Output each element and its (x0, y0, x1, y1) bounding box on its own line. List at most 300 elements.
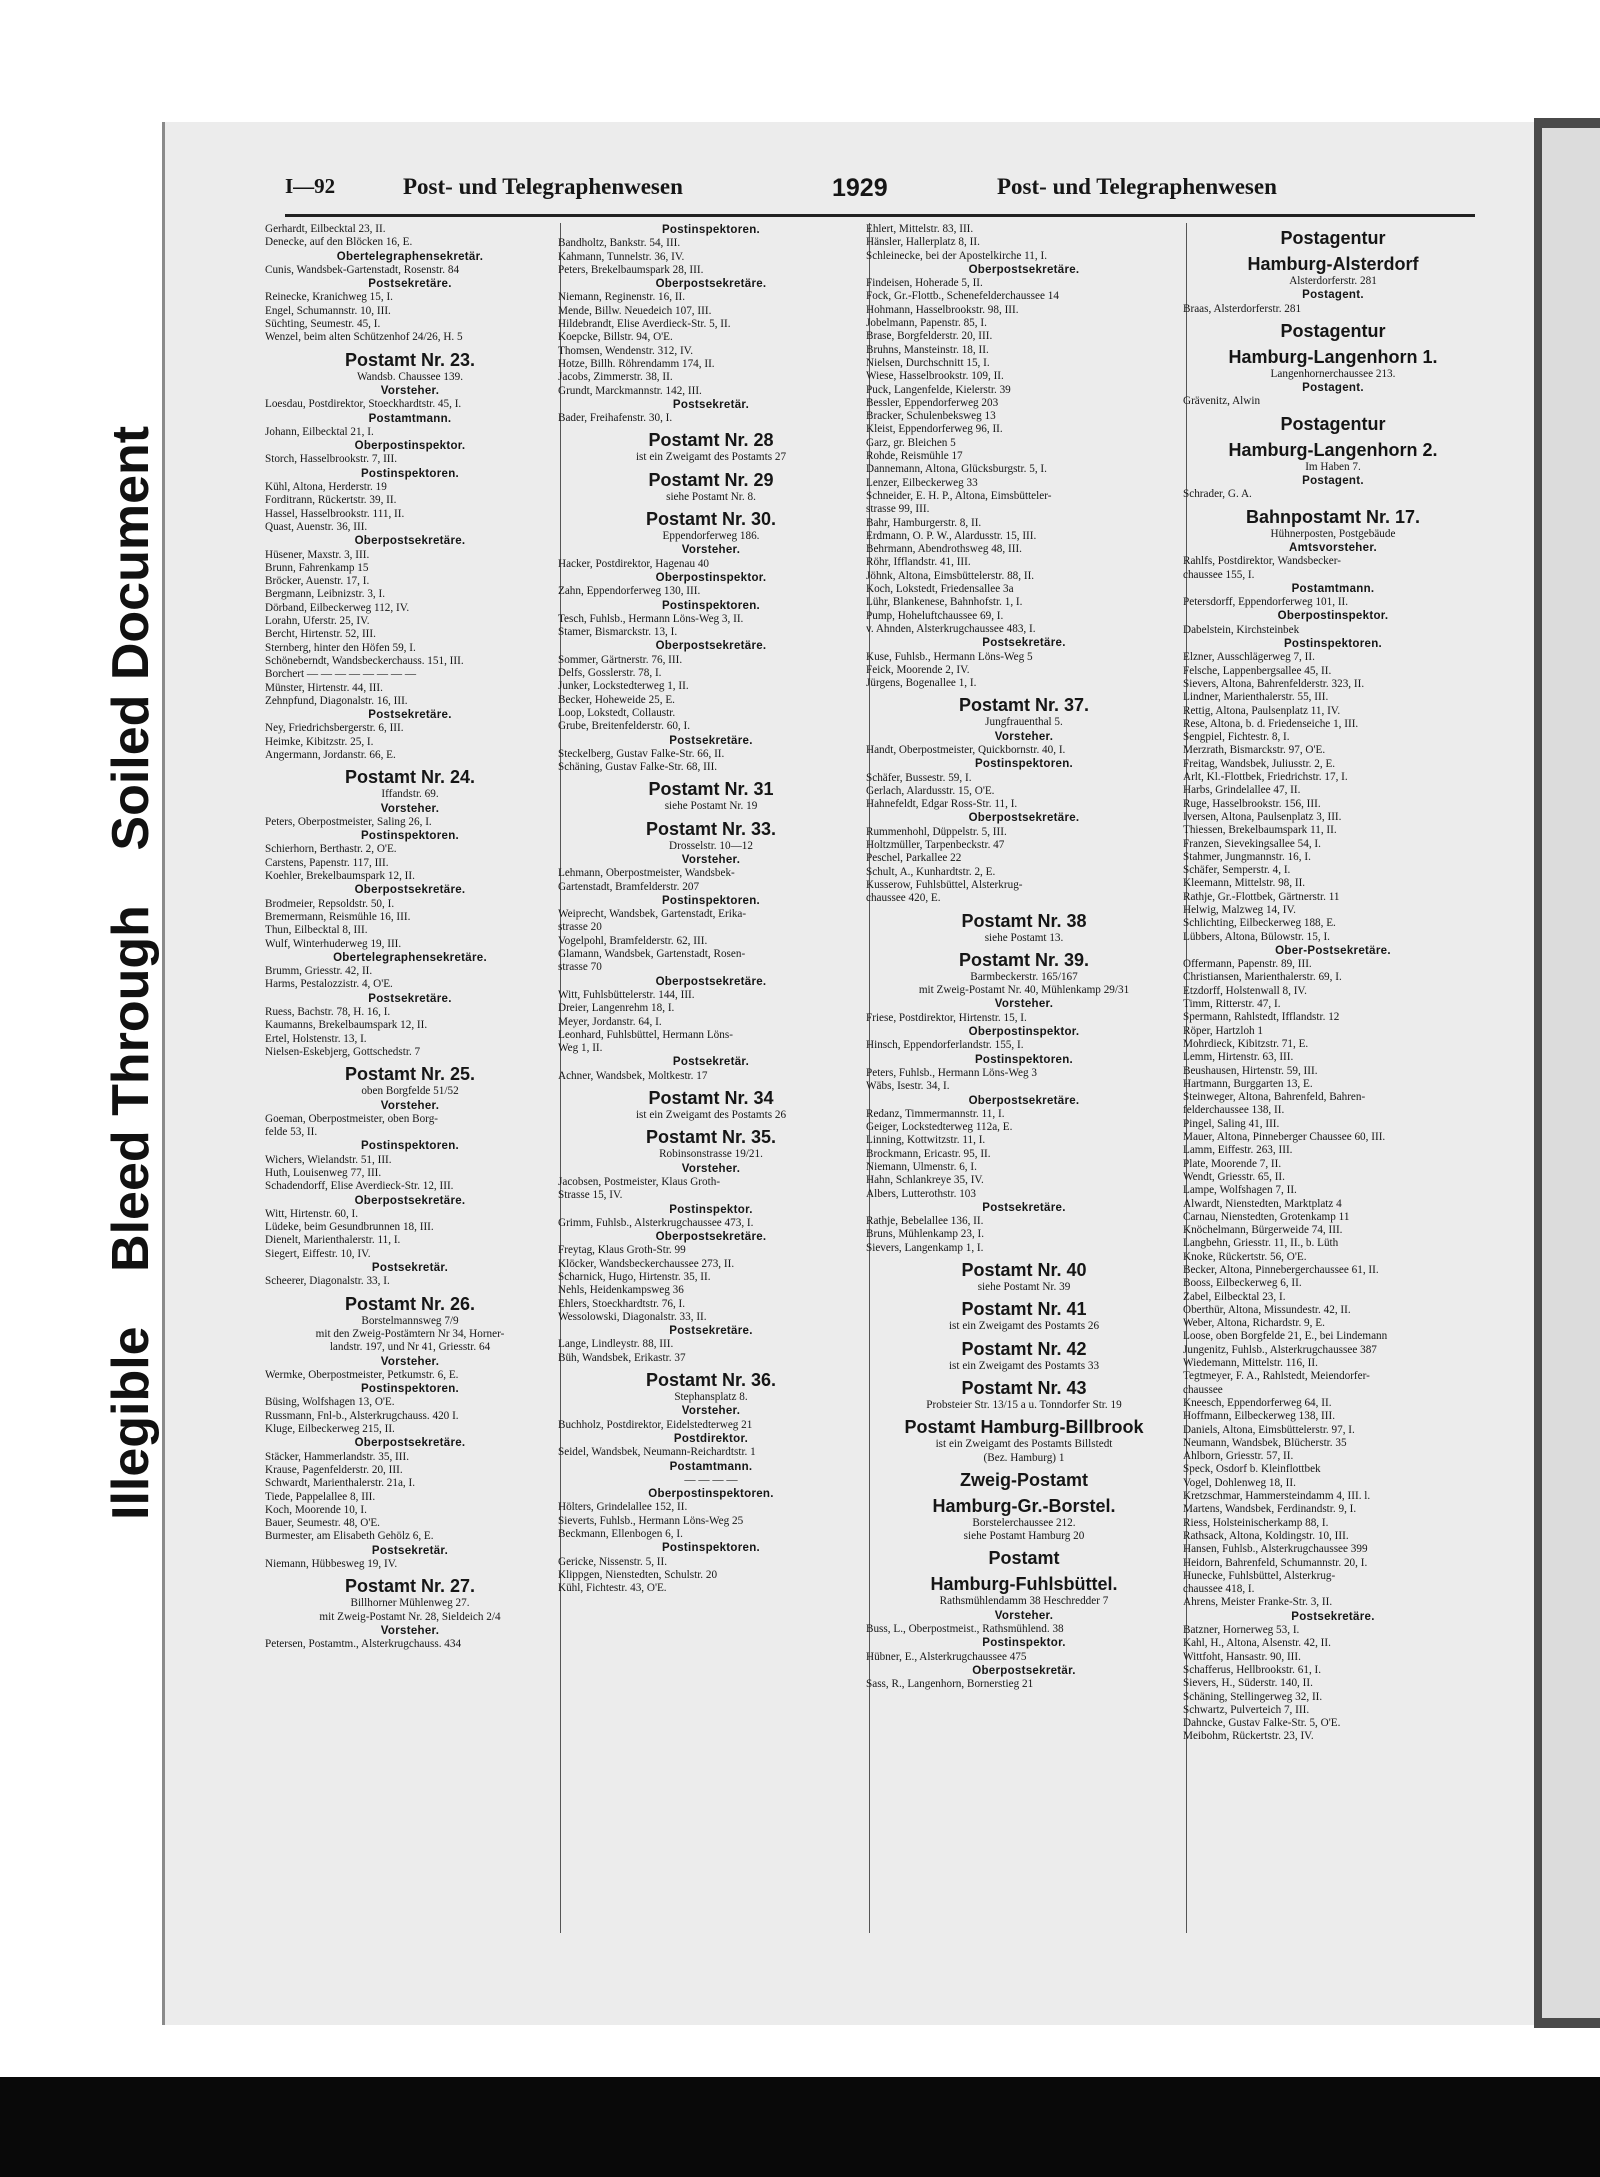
directory-entry: Spermann, Rahlstedt, Ifflandstr. 12 (1183, 1011, 1340, 1024)
header-year: 1929 (832, 174, 888, 202)
directory-entry: Stamer, Bismarckstr. 13, I. (558, 626, 678, 639)
directory-entry: Becker, Hoheweide 25, E. (558, 693, 675, 706)
directory-entry: Kuse, Fuhlsb., Hermann Löns-Weg 5 (866, 650, 1033, 663)
office-address: ist ein Zweigamt des Postamts 27 (635, 451, 787, 464)
directory-entry: Rese, Altona, b. d. Friedenseiche 1, III. (1183, 717, 1359, 730)
office-address: siehe Postamt Hamburg 20 (963, 1530, 1085, 1543)
directory-entry: Langbehn, Griesstr. 11, II., b. Lüth (1183, 1237, 1339, 1250)
column-4 (1183, 223, 1483, 1744)
directory-entry: Borchert — — — — — — — — (265, 668, 417, 681)
section-title: Vorsteher. (681, 853, 741, 866)
office-heading: Postamt Nr. 36. (645, 1370, 777, 1391)
section-title: Oberpostsekretäre. (655, 278, 767, 291)
directory-entry: Lübbers, Altona, Bülowstr. 15, I. (1183, 930, 1330, 943)
directory-entry: Bessler, Eppendorferweg 203 (866, 396, 999, 409)
office-address: Alsterdorferstr. 281 (1289, 275, 1377, 287)
section-title: Postagent. (1302, 382, 1364, 395)
section-title: Postinspektoren. (360, 1383, 460, 1396)
directory-entry: Hübner, E., Alsterkrugchaussee 475 (866, 1650, 1027, 1663)
directory-entry: Becker, Altona, Pinnebergerchaussee 61, II. (1183, 1264, 1379, 1276)
directory-entry: felde 53, II. (265, 1126, 318, 1139)
section-title: Postsekretäre. (368, 709, 452, 722)
directory-entry: Sternberg, hinter den Höfen 59, I. (265, 641, 416, 654)
directory-entry: Beushausen, Hirtenstr. 59, III. (1183, 1064, 1318, 1077)
office-heading: Postamt Hamburg-Billbrook (904, 1417, 1144, 1438)
directory-entry: Niemann, Hübbesweg 19, IV. (265, 1558, 398, 1571)
directory-entry: Christiansen, Marienthalerstr. 69, I. (1183, 971, 1342, 984)
directory-entry: Ney, Friedrichsbergerstr. 6, III. (265, 722, 404, 735)
section-title: Oberpostsekretäre. (968, 812, 1080, 825)
directory-entry: Schäfer, Bussestr. 59, I. (866, 771, 972, 784)
column-1 (265, 223, 555, 1652)
directory-entry: Mohrdieck, Kibitzstr. 71, E. (1183, 1037, 1309, 1050)
directory-entry: Handt, Oberpostmeister, Quickbornstr. 40, I. (866, 743, 1066, 756)
directory-entry: Dörband, Eilbeckerweg 112, IV. (265, 601, 410, 614)
section-title: Oberpostinspektor. (968, 1026, 1080, 1039)
office-address: oben Borgfelde 51/52 (361, 1085, 459, 1098)
directory-entry: Sieverts, Fuhlsb., Hermann Löns-Weg 25 (558, 1514, 744, 1527)
section-title: Vorsteher. (681, 1162, 741, 1175)
section-title: Oberpostsekretäre. (655, 975, 767, 988)
directory-entry: Wiedemann, Mittelstr. 116, II. (1183, 1357, 1318, 1370)
directory-entry: Büh, Wandsbek, Erikastr. 37 (558, 1351, 686, 1364)
directory-entry: Bracker, Schulenbeksweg 13 (866, 410, 996, 423)
section-title: Postinspektoren. (360, 1140, 460, 1153)
office-address: Probsteier Str. 13/15 a u. Tonndorfer Str. 19 (926, 1398, 1122, 1411)
directory-entry: Achner, Wandsbek, Moltkestr. 17 (558, 1069, 708, 1082)
directory-entry: Schwartz, Pulverteich 7, III. (1183, 1703, 1310, 1716)
directory-entry: Delfs, Gosslerstr. 78, I. (558, 667, 662, 680)
section-title: Postinspektoren. (974, 758, 1074, 771)
header-right-title: Post- und Telegraphenwesen (997, 174, 1277, 199)
directory-entry: Vogelpohl, Bramfelderstr. 62, III. (558, 934, 708, 947)
directory-entry: Schierhorn, Berthastr. 2, O'E. (265, 843, 397, 856)
office-heading: Hamburg-Fuhlsbüttel. (930, 1574, 1118, 1595)
directory-entry: Harms, Pestalozzistr. 4, O'E. (265, 978, 393, 991)
section-title: Vorsteher. (380, 384, 440, 397)
directory-entry: Bandholtz, Bankstr. 54, III. (558, 237, 681, 250)
directory-entry: Sass, R., Langenhorn, Bornerstieg 21 (866, 1678, 1034, 1691)
section-title: Oberpostinspektor. (655, 571, 767, 584)
directory-entry: Schult, A., Kunhardtstr. 2, E. (866, 865, 996, 878)
section-title: Vorsteher. (380, 802, 440, 815)
directory-entry: Krause, Pagenfelderstr. 20, III. (265, 1463, 403, 1476)
directory-entry: Elzner, Ausschlägerweg 7, II. (1183, 651, 1315, 664)
directory-entry: Peters, Fuhlsb., Hermann Löns-Weg 3 (866, 1066, 1037, 1079)
section-title: Vorsteher. (380, 1355, 440, 1368)
directory-entry: Goeman, Oberpostmeister, oben Borg- (265, 1112, 439, 1125)
office-heading: Hamburg-Langenhorn 1. (1228, 346, 1438, 367)
directory-entry: Brockmann, Ericastr. 95, II. (866, 1147, 991, 1160)
directory-entry: Zahn, Eppendorferweg 130, III. (558, 585, 701, 598)
directory-entry: Schlichting, Eilbeckerweg 188, E. (1183, 917, 1336, 930)
directory-entry: Hahn, Schlankreye 35, IV. (866, 1174, 984, 1187)
office-heading: Postamt Nr. 25. (344, 1064, 476, 1085)
office-address: Eppendorferweg 186. (662, 530, 760, 543)
directory-entry: Niemann, Ulmenstr. 6, I. (866, 1161, 977, 1173)
directory-entry: Nehls, Heidenkampsweg 36 (558, 1284, 684, 1297)
office-address: Jungfrauenthal 5. (985, 716, 1063, 729)
directory-entry: Albers, Lutterothstr. 103 (866, 1187, 976, 1200)
directory-entry: Batzner, Hornerweg 53, I. (1183, 1624, 1300, 1637)
directory-entry: Lühr, Blankenese, Bahnhofstr. 1, I. (866, 596, 1023, 609)
directory-entry: Junker, Lockstedterweg 1, II. (558, 680, 689, 693)
section-title: Oberpostsekretär. (972, 1664, 1076, 1677)
office-heading: Hamburg-Langenhorn 2. (1228, 439, 1438, 460)
section-title: Oberpostsekretäre. (968, 263, 1080, 276)
office-address: Drosselstr. 10—12 (669, 839, 753, 852)
directory-entry: Brumm, Griesstr. 42, II. (265, 965, 373, 978)
directory-entry: Speck, Osdorf b. Kleinflottbek (1183, 1463, 1321, 1476)
directory-entry: Kretzschmar, Hammersteindamm 4, III. l. (1183, 1490, 1371, 1503)
section-title: Vorsteher. (681, 1405, 741, 1418)
directory-entry: Münster, Hirtenstr. 44, III. (265, 681, 383, 694)
directory-entry: Peters, Oberpostmeister, Saling 26, I. (265, 815, 432, 828)
directory-entry: Meibohm, Rückertstr. 23, IV. (1183, 1730, 1314, 1743)
directory-entry: Hotze, Billh. Röhrendamm 174, II. (558, 357, 715, 370)
directory-entry: Jacobs, Zimmerstr. 38, II. (558, 371, 673, 384)
directory-entry: Wäbs, Isestr. 34, I. (866, 1080, 950, 1093)
directory-entry: Storch, Hasselbrookstr. 7, III. (265, 453, 398, 466)
directory-entry: Schäning, Gustav Falke-Str. 68, III. (558, 761, 718, 774)
directory-entry: Bergmann, Leibnizstr. 3, I. (265, 588, 386, 601)
directory-entry: Brodmeier, Repsoldstr. 50, I. (265, 897, 395, 910)
section-title: Postinspektoren. (360, 830, 460, 843)
directory-entry: Stäcker, Hammerlandstr. 35, III. (265, 1450, 410, 1463)
office-address: Hühnerposten, Postgebäude (1270, 527, 1396, 540)
directory-entry: Offermann, Papenstr. 89, III. (1183, 958, 1312, 971)
office-address: Barmbeckerstr. 165/167 (970, 970, 1078, 983)
directory-entry: Peters, Brekelbaumspark 28, III. (558, 263, 704, 276)
directory-entry: Schwardt, Marienthalerstr. 21a, I. (265, 1477, 416, 1490)
office-address: siehe Postamt 13. (984, 931, 1064, 944)
directory-entry: Süchting, Seumestr. 45, I. (265, 318, 381, 331)
directory-entry: Gerlach, Alardusstr. 15, O'E. (866, 784, 995, 797)
directory-entry: Franzen, Sievekingsallee 54, I. (1183, 837, 1321, 850)
section-title: Vorsteher. (380, 1624, 440, 1637)
section-title: Postdirektor. (673, 1432, 749, 1445)
section-title: Postsekretär. (371, 1544, 449, 1557)
directory-entry: Zabel, Eilbecktal 23, I. (1183, 1290, 1286, 1303)
directory-entry: Buchholz, Postdirektor, Eidelstedterweg 21 (558, 1418, 753, 1431)
directory-entry: Klöcker, Wandsbeckerchaussee 273, II. (558, 1257, 735, 1270)
directory-entry: Meyer, Jordanstr. 64, I. (558, 1015, 662, 1028)
office-address: Billhorner Mühlenweg 27. (350, 1597, 470, 1610)
directory-entry: Schafferus, Hellbrookstr. 61, I. (1183, 1663, 1322, 1676)
section-title: Postsekretäre. (669, 734, 753, 747)
office-address: Im Haben 7. (1305, 460, 1361, 473)
directory-entry: Loesdau, Postdirektor, Stoeckhardtstr. 45, I. (265, 398, 462, 411)
banner-bleed-through: Bleed Through (102, 905, 160, 1272)
directory-entry: Kluge, Eilbeckerweg 215, II. (265, 1423, 395, 1436)
directory-entry: Timm, Ritterstr. 47, I. (1183, 998, 1281, 1011)
directory-entry: Mende, Billw. Neuedeich 107, III. (558, 304, 712, 317)
directory-entry: Johann, Eilbecktal 21, I. (265, 425, 374, 438)
section-title: Postsekretär. (672, 398, 750, 411)
directory-entry: Gartenstadt, Bramfelderstr. 207 (558, 880, 700, 893)
section-title: Postinspektoren. (661, 1542, 761, 1555)
directory-entry: Feick, Moorende 2, IV. (866, 663, 970, 676)
directory-entry: Nielsen-Eskebjerg, Gottschedstr. 7 (265, 1045, 421, 1058)
section-title: Vorsteher. (994, 1609, 1054, 1622)
section-title: Oberpostsekretäre. (354, 535, 466, 548)
directory-entry: Büsing, Wolfshagen 13, O'E. (265, 1396, 395, 1409)
directory-entry: Engel, Schumannstr. 10, III. (265, 304, 391, 317)
directory-entry: Strasse 15, IV. (558, 1189, 623, 1202)
directory-entry: Witt, Fuhlsbüttelerstr. 144, III. (558, 988, 695, 1001)
directory-entry: Niemann, Reginenstr. 16, II. (558, 291, 686, 304)
banner-soiled-document: Soiled Document (102, 425, 160, 851)
directory-entry: Beckmann, Ellenbogen 6, I. (558, 1528, 683, 1541)
directory-entry: Quast, Auenstr. 36, III. (265, 520, 368, 533)
directory-entry: Friese, Postdirektor, Hirtenstr. 15, I. (866, 1011, 1027, 1024)
directory-entry: Hoffmann, Eilbeckerweg 138, III. (1183, 1410, 1336, 1423)
directory-entry: Hunecke, Fuhlsbüttel, Alsterkrug- (1183, 1569, 1336, 1582)
section-title: Postinspektoren. (360, 467, 460, 480)
header-rule (285, 214, 1475, 217)
section-title: Vorsteher. (380, 1099, 440, 1112)
directory-entry: Röhr, Ifflandstr. 41, III. (866, 556, 971, 569)
directory-entry: Angermann, Jordanstr. 66, E. (265, 748, 396, 761)
section-title: Obertelegraphensekretär. (336, 250, 484, 263)
directory-entry: Wulf, Winterhuderweg 19, III. (265, 937, 402, 950)
directory-entry: Koch, Lokstedt, Friedensallee 3a (866, 583, 1014, 596)
office-heading: Hamburg-Alsterdorf (1247, 254, 1419, 274)
office-heading: Postamt Nr. 35. (645, 1127, 777, 1148)
directory-entry: Lindner, Marienthalerstr. 55, III. (1183, 691, 1329, 704)
office-heading: Postamt Nr. 26. (344, 1293, 476, 1314)
directory-entry: Steckelberg, Gustav Falke-Str. 66, II. (558, 747, 725, 760)
directory-entry: Pingel, Saling 41, III. (1183, 1117, 1280, 1130)
directory-entry: Brunn, Fahrenkamp 15 (265, 561, 369, 574)
directory-entry: Lampe, Wolfshagen 7, II. (1183, 1184, 1297, 1197)
directory-entry: Martens, Wandsbek, Ferdinandstr. 9, I. (1183, 1503, 1357, 1516)
directory-entry: Harbs, Grindelallee 47, II. (1183, 784, 1301, 797)
office-heading: Postagentur (1280, 320, 1386, 341)
directory-entry: Hahnefeldt, Edgar Ross-Str. 11, I. (866, 798, 1018, 811)
directory-entry: Koehler, Brekelbaumspark 12, II. (265, 870, 415, 883)
office-heading: Postagentur (1280, 228, 1386, 248)
office-heading: Postamt Nr. 29 (648, 469, 774, 490)
directory-page (162, 122, 1537, 2025)
directory-entry: Denecke, auf den Blöcken 16, E. (265, 236, 413, 249)
directory-entry: Holtzmüller, Tarpenbeckstr. 47 (866, 839, 1005, 852)
directory-entry: Puck, Langenfelde, Kielerstr. 39 (866, 383, 1011, 396)
office-heading: Postamt Nr. 42 (961, 1338, 1087, 1359)
directory-entry: Hölters, Grindelallee 152, II. (558, 1501, 688, 1514)
directory-entry: Riess, Holsteinischerkamp 88, I. (1183, 1516, 1329, 1529)
scan-quality-banner (68, 200, 168, 1520)
section-title: Vorsteher. (681, 544, 741, 557)
directory-entry: Kühl, Fichtestr. 43, O'E. (558, 1582, 667, 1595)
directory-entry: Bauer, Seumestr. 48, O'E. (265, 1517, 380, 1530)
directory-entry: Lamm, Eiffestr. 263, III. (1183, 1144, 1293, 1157)
directory-entry: Felsche, Lappenbergsallee 45, II. (1183, 664, 1332, 677)
directory-entry: Kleist, Eppendorferweg 96, II. (866, 423, 1003, 436)
directory-entry: Tesch, Fuhlsb., Hermann Löns-Weg 3, II. (558, 612, 744, 625)
directory-entry: Hüsener, Maxstr. 3, III. (265, 548, 370, 561)
directory-entry: Siegert, Eiffestr. 10, IV. (265, 1247, 371, 1260)
directory-entry: Gerhardt, Eilbecktal 23, II. (265, 223, 386, 235)
directory-entry: Ahrens, Meister Franke-Str. 3, II. (1183, 1596, 1333, 1609)
office-address: landstr. 197, und Nr 41, Griesstr. 64 (329, 1341, 491, 1354)
directory-entry: Booss, Eilbeckerweg 6, II. (1183, 1277, 1302, 1290)
section-title: Postamtmann. (1291, 582, 1375, 595)
directory-entry: Lange, Lindleystr. 88, III. (558, 1338, 674, 1351)
directory-entry: Nielsen, Durchschnitt 15, I. (866, 356, 990, 369)
directory-entry: Peschel, Parkallee 22 (866, 852, 962, 865)
office-heading: Postamt Nr. 41 (961, 1299, 1087, 1320)
directory-entry: Bercht, Hirtenstr. 52, III. (265, 628, 376, 641)
office-heading: Postamt Nr. 30. (645, 509, 777, 530)
directory-entry: Knoke, Rückertstr. 56, O'E. (1183, 1250, 1307, 1263)
office-heading: Postamt Nr. 39. (958, 949, 1090, 970)
office-heading: Postamt Nr. 38 (961, 910, 1087, 931)
directory-entry: Petersdorff, Eppendorferweg 101, II. (1183, 596, 1349, 609)
office-heading: Postamt (988, 1548, 1060, 1569)
directory-entry: Bremermann, Reismühle 16, III. (265, 910, 411, 923)
directory-entry: Schöneberndt, Wandsbeckerchauss. 151, III. (265, 654, 464, 667)
office-address: Borstelmannsweg 7/9 (361, 1314, 459, 1327)
directory-entry: Fock, Gr.-Flottb., Schenefelderchaussee 14 (866, 290, 1059, 303)
directory-entry: Brase, Borgfelderstr. 20, III. (866, 330, 993, 343)
directory-entry: Bruns, Mühlenkamp 23, I. (866, 1228, 985, 1241)
section-title: Postsekretäre. (1291, 1610, 1375, 1623)
section-title: Postsekretäre. (982, 1201, 1066, 1214)
section-title: Vorsteher. (994, 998, 1054, 1011)
directory-entry: Hildebrandt, Elise Averdieck-Str. 5, II. (558, 318, 731, 331)
office-address: (Bez. Hamburg) 1 (983, 1451, 1065, 1464)
directory-entry: Kusserow, Fuhlsbüttel, Alsterkrug- (866, 878, 1023, 891)
directory-entry: Grundt, Marckmannstr. 142, III. (558, 384, 702, 397)
office-address: Rathsmühlendamm 38 Heschredder 7 (939, 1595, 1109, 1608)
directory-entry: Loop, Lokstedt, Collaustr. (558, 706, 676, 719)
directory-entry: Klippgen, Nienstedten, Schulstr. 20 (558, 1568, 718, 1581)
office-heading: Zweig-Postamt (959, 1469, 1088, 1490)
directory-entry: Hänsler, Hallerplatz 8, II. (866, 236, 980, 249)
office-heading: Postamt Nr. 33. (645, 818, 777, 839)
office-address: Borstelerchaussee 212. (972, 1516, 1076, 1529)
section-title: Postinspektoren. (974, 1053, 1074, 1066)
directory-entry: Sievers, Langenkamp 1, I. (866, 1241, 984, 1254)
directory-entry: Alwardt, Nienstedten, Marktplatz 4 (1183, 1197, 1342, 1210)
directory-entry: Kneesch, Eppendorferweg 64, II. (1183, 1396, 1332, 1409)
column-2 (558, 223, 864, 1596)
directory-entry: Hansen, Fuhlsb., Alsterkrugchaussee 399 (1183, 1543, 1368, 1556)
directory-entry: Ehlert, Mittelstr. 83, III. (866, 223, 974, 235)
section-title: Postsekretär. (371, 1262, 449, 1275)
directory-entry: Lüdeke, beim Gesundbrunnen 18, III. (265, 1221, 434, 1234)
directory-entry: Sievers, Altona, Bahrenfelderstr. 323, II. (1183, 677, 1365, 690)
directory-entry: Burmester, am Elisabeth Gehölz 6, E. (265, 1530, 434, 1543)
section-title: Postsekretäre. (982, 637, 1066, 650)
directory-entry: Rathsack, Altona, Koldingstr. 10, III. (1183, 1529, 1349, 1542)
directory-entry: Wichers, Wielandstr. 51, III. (265, 1153, 392, 1166)
section-title: Postinspektoren. (1283, 638, 1383, 651)
directory-entry: Rummenhohl, Düppelstr. 5, III. (866, 825, 1007, 838)
office-address: Robinsonstrasse 19/21. (659, 1148, 763, 1161)
directory-entry: Jungenitz, Fuhlsb., Alsterkrugchaussee 387 (1183, 1343, 1377, 1356)
page-number: I—92 (285, 174, 336, 198)
directory-entry: Behrmann, Abendrothsweg 48, III. (866, 543, 1022, 556)
directory-entry: Heimke, Kibitzstr. 25, I. (265, 735, 374, 748)
section-title: Postsekretäre. (669, 1325, 753, 1338)
directory-entry: chaussee 420, E. (866, 892, 941, 905)
directory-entry: Oberthür, Altona, Missundestr. 42, II. (1183, 1303, 1351, 1316)
office-address: siehe Postamt Nr. 8. (666, 490, 756, 503)
directory-entry: Rettig, Altona, Paulsenplatz 11, IV. (1183, 704, 1341, 717)
directory-entry: Wessolowski, Diagonalstr. 33, II. (558, 1310, 707, 1323)
directory-entry: Plate, Moorende 7, II. (1183, 1157, 1282, 1170)
directory-entry: Neumann, Wandsbek, Blücherstr. 35 (1183, 1436, 1347, 1449)
office-heading: Postamt Nr. 24. (344, 767, 476, 788)
page-header (285, 174, 1475, 208)
section-title: Postsekretäre. (368, 278, 452, 291)
directory-entry: Röper, Hartzloh 1 (1183, 1024, 1264, 1037)
office-heading: Postamt Nr. 34 (648, 1088, 774, 1109)
directory-entry: Zehnpfund, Diagonalstr. 16, III. (265, 694, 408, 707)
section-title: Postsekretäre. (368, 992, 452, 1005)
office-heading: Postagentur (1280, 413, 1386, 434)
section-title: Postsekretär. (672, 1056, 750, 1069)
office-heading: Postamt Nr. 28 (648, 430, 774, 451)
section-title: Postinspektoren. (661, 599, 761, 612)
directory-entry: Vogel, Dohlenweg 18, II. (1183, 1476, 1296, 1489)
directory-entry: Knöchelmann, Bürgerweide 74, III. (1183, 1224, 1343, 1237)
directory-entry: Freytag, Klaus Groth-Str. 99 (558, 1244, 686, 1257)
directory-entry: Grimm, Fuhlsb., Alsterkrugchaussee 473, I. (558, 1216, 754, 1229)
directory-entry: Gericke, Nissenstr. 5, II. (558, 1555, 668, 1568)
directory-entry: Erdmann, O. P. W., Alardusstr. 15, III. (866, 529, 1037, 542)
section-title: Oberpostinspektor. (354, 440, 466, 453)
directory-entry: Rathje, Gr.-Flottbek, Gärtnerstr. 11 (1183, 890, 1340, 903)
directory-entry: Ertel, Holstenstr. 13, I. (265, 1032, 367, 1045)
directory-entry: Bader, Freihafenstr. 30, I. (558, 412, 673, 425)
directory-entry: chaussee 155, I. (1183, 568, 1255, 581)
section-title: Postamtmann. (368, 412, 452, 425)
office-heading: Postamt Nr. 37. (958, 695, 1090, 716)
directory-entry: Seidel, Wandsbek, Neumann-Reichardtstr. 1 (558, 1446, 756, 1459)
directory-entry: Jobelmann, Papenstr. 85, I. (866, 317, 987, 330)
section-title: Vorsteher. (994, 730, 1054, 743)
office-address: mit den Zweig-Postämtern Nr 34, Horner- (315, 1327, 505, 1340)
office-heading: Postamt Nr. 31 (648, 779, 774, 800)
directory-entry: Russmann, Fnl-b., Alsterkrugchauss. 420 I. (265, 1409, 459, 1422)
directory-entry: chaussee (1183, 1383, 1223, 1396)
adjacent-sheet (1542, 128, 1600, 2018)
directory-entry: Weber, Altona, Richardstr. 9, E. (1183, 1317, 1325, 1330)
section-title: Postinspektor. (669, 1203, 753, 1216)
directory-entry: Lehmann, Oberpostmeister, Wandsbek- (558, 867, 735, 880)
directory-entry: Thun, Eilbecktal 8, III. (265, 924, 368, 937)
section-title: Postagent. (1302, 289, 1364, 302)
directory-entry: strasse 70 (558, 961, 602, 974)
directory-entry: Arlt, Kl.-Flottbek, Friedrichstr. 17, I. (1183, 771, 1348, 784)
directory-entry: Schrader, G. A. (1183, 488, 1252, 501)
directory-entry: Steinweger, Altona, Bahrenfeld, Bahren- (1183, 1091, 1366, 1104)
section-title: Oberpostsekretäre. (354, 1194, 466, 1207)
office-address: ist ein Zweigamt des Postamts 26 (948, 1320, 1100, 1333)
directory-entry: Kühl, Altona, Herderstr. 19 (265, 481, 387, 494)
section-title: Oberpostsekretäre. (968, 1094, 1080, 1107)
directory-entry: Wermke, Oberpostmeister, Petkumstr. 6, E. (265, 1368, 459, 1381)
directory-entry: Hacker, Postdirektor, Hagenau 40 (558, 557, 710, 570)
office-address: siehe Postamt Nr. 19 (664, 800, 758, 813)
directory-entry: strasse 20 (558, 921, 602, 934)
directory-entry: Dannemann, Altona, Glücksburgstr. 5, I. (866, 463, 1047, 476)
office-heading: Postamt Nr. 23. (344, 349, 476, 370)
office-address: mit Zweig-Postamt Nr. 28, Sieldeich 2/4 (319, 1610, 501, 1623)
